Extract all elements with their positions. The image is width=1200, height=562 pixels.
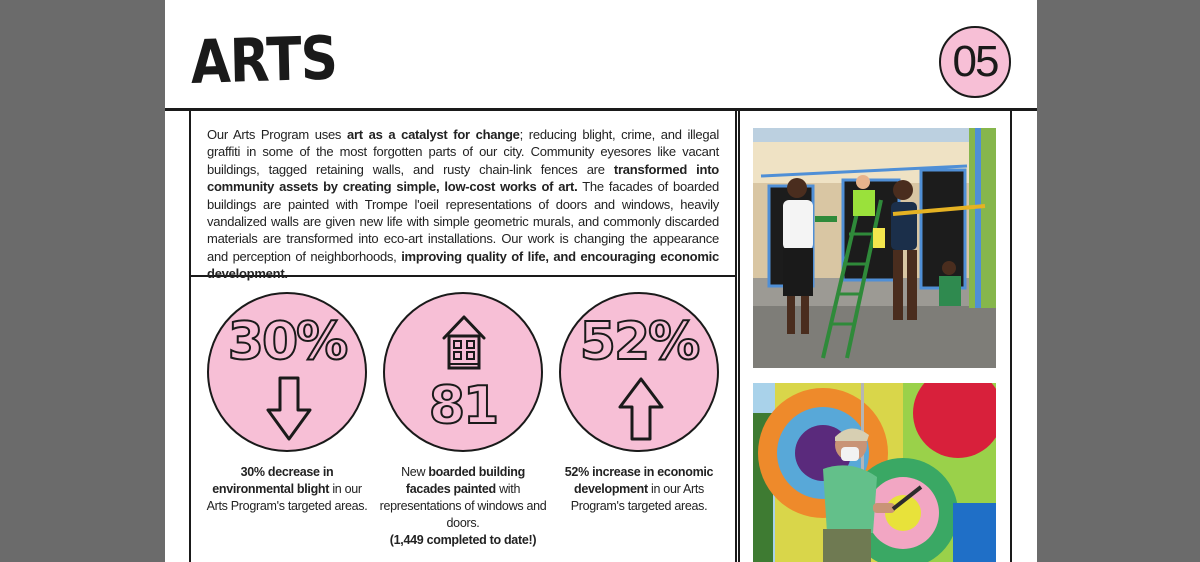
intro-text-2: ; reducing blight, crime, and illegal graffiti in some of the most forgotten parts of our city. Community eyesores like vacant buildings, tagged retaining walls, and rusty chain-link fences are: [207, 127, 719, 177]
page-title: ARTS: [190, 23, 338, 98]
stat-circle-blight: [207, 292, 367, 452]
arrow-down-icon: [265, 376, 313, 442]
intro-bold-2: transformed into community assets by creating simple, low-cost works of art.: [207, 161, 719, 195]
intro-text-1: Our Arts Program uses: [207, 127, 347, 142]
caption-facades-note: (1,449 completed to date!): [389, 533, 537, 547]
intro-bold-3: improving quality of life, and encouraging economic development.: [207, 248, 719, 282]
caption-blight-bold: 30% decrease in environmental blight: [212, 465, 334, 496]
stat-circle-development: [559, 292, 719, 452]
caption-facades-text: with representations of windows and doors.: [379, 482, 547, 530]
stat-number-development: 52%: [579, 312, 699, 372]
caption-facades-pre: New: [401, 465, 429, 479]
stat-number-facades: 81: [428, 376, 498, 436]
left-column-border: [189, 110, 191, 562]
page-number-badge: 05: [939, 26, 1011, 98]
stat-number-blight: 30%: [227, 312, 347, 372]
stat-circle-facades: [383, 292, 543, 452]
intro-bold-1: art as a catalyst for change: [346, 127, 520, 142]
right-column-border: [1010, 110, 1012, 562]
caption-development-text: in our Arts Program's targeted areas.: [570, 482, 708, 513]
mural-painting-photo: [753, 383, 996, 562]
stat-caption-development: [554, 464, 724, 515]
intro-text-3: The facades of boarded buildings are painted with Trompe l'oeil representations of doors and windows, heavily vandalized walls are given new life with simple geometric murals, and commonly discarded materials are transformed into eco-art installations. Our work is changing the appearance and perception of neighborhoods,: [207, 179, 719, 264]
stat-caption-facades: [378, 464, 548, 549]
volunteers-painting-photo: [753, 128, 996, 368]
house-icon: [440, 314, 488, 372]
right-column-border-inner: [738, 110, 740, 562]
report-page: [165, 0, 1037, 562]
header-divider: [165, 108, 1037, 111]
intro-paragraph: [207, 126, 719, 283]
caption-blight-text: in our Arts Program's targeted areas.: [206, 482, 368, 513]
caption-development-bold: 52% increase in economic development: [564, 465, 714, 496]
stat-caption-blight: [202, 464, 372, 515]
arrow-up-icon: [617, 376, 665, 442]
center-column-border: [735, 110, 737, 562]
caption-facades-bold: boarded building facades painted: [405, 465, 525, 496]
